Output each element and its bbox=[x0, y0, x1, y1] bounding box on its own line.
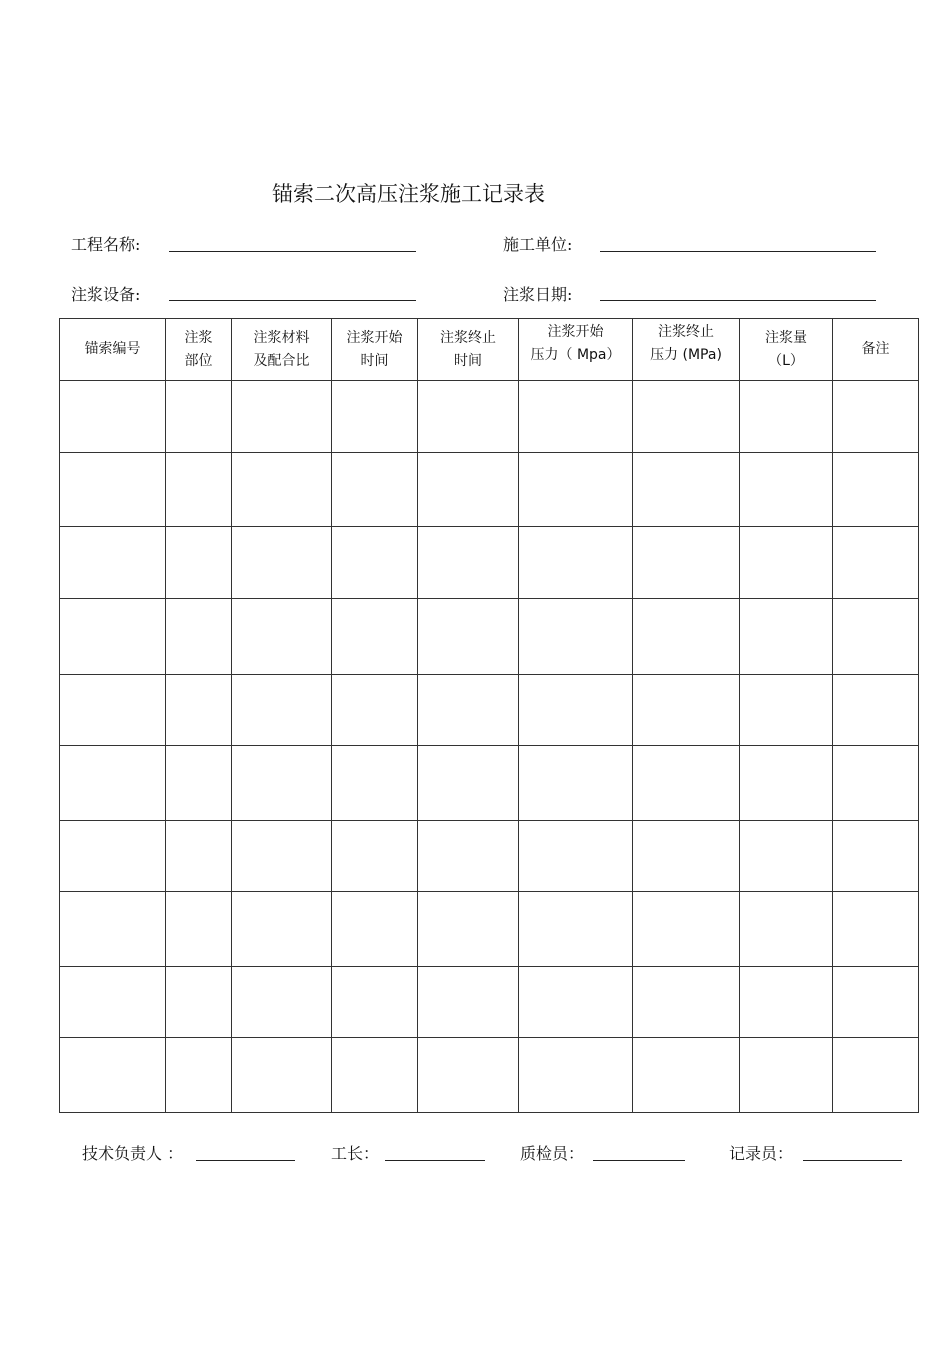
table-cell[interactable] bbox=[232, 821, 332, 892]
grouting-date-label: 注浆日期: bbox=[503, 285, 573, 304]
technical-lead-label: 技术负责人 ： bbox=[82, 1144, 184, 1163]
table-cell[interactable] bbox=[332, 892, 418, 967]
table-cell[interactable] bbox=[519, 967, 633, 1038]
table-cell[interactable] bbox=[332, 381, 418, 453]
table-cell[interactable] bbox=[519, 599, 633, 675]
table-cell[interactable] bbox=[633, 675, 740, 746]
header-remarks: 备注 bbox=[833, 319, 919, 381]
table-cell[interactable] bbox=[833, 381, 919, 453]
table-cell[interactable] bbox=[166, 599, 232, 675]
table-cell[interactable] bbox=[418, 1038, 519, 1113]
header-grouting-location: 注浆 部位 bbox=[166, 319, 232, 381]
table-cell[interactable] bbox=[633, 1038, 740, 1113]
table-cell[interactable] bbox=[418, 821, 519, 892]
table-cell[interactable] bbox=[332, 746, 418, 821]
table-cell[interactable] bbox=[60, 599, 166, 675]
table-cell[interactable] bbox=[833, 821, 919, 892]
table-cell[interactable] bbox=[166, 527, 232, 599]
table-cell[interactable] bbox=[633, 381, 740, 453]
grouting-date-line[interactable] bbox=[600, 300, 876, 301]
table-cell[interactable] bbox=[633, 967, 740, 1038]
table-cell[interactable] bbox=[418, 746, 519, 821]
table-cell[interactable] bbox=[166, 453, 232, 527]
table-cell[interactable] bbox=[633, 453, 740, 527]
table-cell[interactable] bbox=[166, 892, 232, 967]
table-cell[interactable] bbox=[232, 892, 332, 967]
table-cell[interactable] bbox=[166, 381, 232, 453]
table-row bbox=[60, 453, 919, 527]
table-cell[interactable] bbox=[740, 821, 833, 892]
table-cell[interactable] bbox=[166, 675, 232, 746]
header-start-time: 注浆开始 时间 bbox=[332, 319, 418, 381]
table-cell[interactable] bbox=[232, 746, 332, 821]
header-anchor-id: 锚索编号 bbox=[60, 319, 166, 381]
table-cell[interactable] bbox=[633, 599, 740, 675]
table-row bbox=[60, 746, 919, 821]
table-cell[interactable] bbox=[332, 967, 418, 1038]
table-cell[interactable] bbox=[833, 967, 919, 1038]
table-row bbox=[60, 599, 919, 675]
table-cell[interactable] bbox=[332, 527, 418, 599]
table-cell[interactable] bbox=[418, 453, 519, 527]
table-cell[interactable] bbox=[740, 527, 833, 599]
table-cell[interactable] bbox=[418, 967, 519, 1038]
table-cell[interactable] bbox=[833, 527, 919, 599]
foreman-label: 工长： bbox=[331, 1144, 380, 1163]
table-cell[interactable] bbox=[332, 599, 418, 675]
table-cell[interactable] bbox=[833, 746, 919, 821]
table-cell[interactable] bbox=[519, 381, 633, 453]
grouting-equipment-label: 注浆设备: bbox=[71, 285, 141, 304]
table-cell[interactable] bbox=[418, 892, 519, 967]
table-cell[interactable] bbox=[633, 821, 740, 892]
table-cell[interactable] bbox=[740, 453, 833, 527]
table-row bbox=[60, 675, 919, 746]
table-cell[interactable] bbox=[332, 1038, 418, 1113]
table-cell[interactable] bbox=[166, 821, 232, 892]
table-cell[interactable] bbox=[418, 675, 519, 746]
table-cell[interactable] bbox=[232, 967, 332, 1038]
table-cell[interactable] bbox=[740, 746, 833, 821]
header-grouting-material: 注浆材料 及配合比 bbox=[232, 319, 332, 381]
table-cell[interactable] bbox=[60, 453, 166, 527]
table-cell[interactable] bbox=[418, 381, 519, 453]
table-row bbox=[60, 527, 919, 599]
table-cell[interactable] bbox=[519, 453, 633, 527]
table-cell[interactable] bbox=[833, 599, 919, 675]
table-cell[interactable] bbox=[166, 967, 232, 1038]
table-row bbox=[60, 892, 919, 967]
header-start-pressure: 注浆开始 压力（ Mpa） bbox=[519, 319, 633, 381]
inspector-label: 质检员： bbox=[520, 1144, 585, 1163]
table-cell[interactable] bbox=[519, 892, 633, 967]
table-cell[interactable] bbox=[519, 675, 633, 746]
table-cell[interactable] bbox=[740, 675, 833, 746]
table-cell[interactable] bbox=[332, 675, 418, 746]
table-cell[interactable] bbox=[60, 1038, 166, 1113]
table-body bbox=[60, 381, 919, 1113]
table-cell[interactable] bbox=[60, 892, 166, 967]
table-cell[interactable] bbox=[60, 675, 166, 746]
table-cell[interactable] bbox=[232, 453, 332, 527]
table-cell[interactable] bbox=[166, 1038, 232, 1113]
table-cell[interactable] bbox=[519, 746, 633, 821]
table-cell[interactable] bbox=[232, 381, 332, 453]
table-row bbox=[60, 381, 919, 453]
table-cell[interactable] bbox=[633, 746, 740, 821]
table-cell[interactable] bbox=[833, 453, 919, 527]
table-row bbox=[60, 967, 919, 1038]
header-grout-volume: 注浆量 （L） bbox=[740, 319, 833, 381]
table-cell[interactable] bbox=[166, 746, 232, 821]
table-cell[interactable] bbox=[60, 381, 166, 453]
document-title: 锚索二次高压注浆施工记录表 bbox=[272, 182, 545, 206]
table-cell[interactable] bbox=[833, 675, 919, 746]
table-cell[interactable] bbox=[418, 527, 519, 599]
table-cell[interactable] bbox=[740, 599, 833, 675]
table-row bbox=[60, 821, 919, 892]
grouting-equipment-line[interactable] bbox=[169, 300, 416, 301]
table-cell[interactable] bbox=[633, 527, 740, 599]
table-cell[interactable] bbox=[740, 381, 833, 453]
technical-lead-line[interactable] bbox=[196, 1160, 295, 1161]
table-cell[interactable] bbox=[332, 821, 418, 892]
table-cell[interactable] bbox=[332, 453, 418, 527]
table-cell[interactable] bbox=[519, 821, 633, 892]
recorder-label: 记录员： bbox=[729, 1144, 794, 1163]
table-cell[interactable] bbox=[519, 527, 633, 599]
table-header-row bbox=[60, 319, 919, 381]
construction-unit-line[interactable] bbox=[600, 251, 876, 252]
table-cell[interactable] bbox=[232, 675, 332, 746]
grouting-record-table bbox=[59, 318, 919, 1113]
recorder-line[interactable] bbox=[803, 1160, 902, 1161]
project-name-label: 工程名称: bbox=[71, 235, 141, 254]
header-end-pressure: 注浆终止 压力 (MPa) bbox=[633, 319, 740, 381]
table-cell[interactable] bbox=[833, 892, 919, 967]
table-cell[interactable] bbox=[418, 599, 519, 675]
table-cell[interactable] bbox=[232, 599, 332, 675]
table-cell[interactable] bbox=[740, 892, 833, 967]
table-cell[interactable] bbox=[60, 746, 166, 821]
table-cell[interactable] bbox=[60, 967, 166, 1038]
project-name-line[interactable] bbox=[169, 251, 416, 252]
table-cell[interactable] bbox=[60, 527, 166, 599]
table-cell[interactable] bbox=[60, 821, 166, 892]
header-end-time: 注浆终止 时间 bbox=[418, 319, 519, 381]
foreman-line[interactable] bbox=[385, 1160, 485, 1161]
table-cell[interactable] bbox=[519, 1038, 633, 1113]
table-cell[interactable] bbox=[633, 892, 740, 967]
construction-unit-label: 施工单位: bbox=[503, 235, 573, 254]
table-cell[interactable] bbox=[232, 1038, 332, 1113]
table-row bbox=[60, 1038, 919, 1113]
table-cell[interactable] bbox=[232, 527, 332, 599]
table-cell[interactable] bbox=[740, 967, 833, 1038]
table-cell[interactable] bbox=[833, 1038, 919, 1113]
table-cell[interactable] bbox=[740, 1038, 833, 1113]
inspector-line[interactable] bbox=[593, 1160, 685, 1161]
